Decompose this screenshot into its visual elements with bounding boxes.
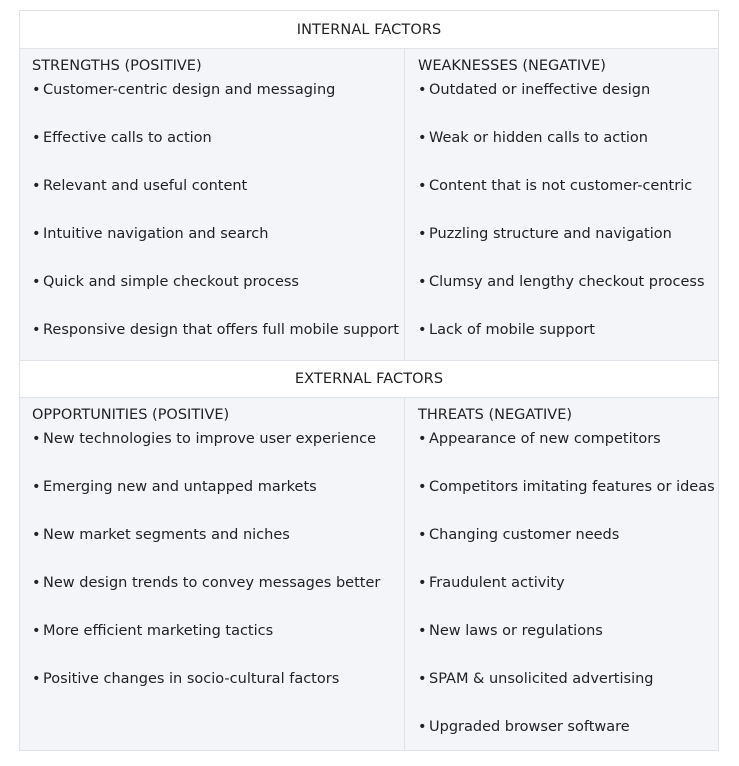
bullet-icon: • [418, 527, 427, 543]
list-item-text: Appearance of new competitors [429, 431, 661, 447]
bullet-icon: • [418, 274, 427, 290]
list-item [418, 574, 708, 622]
bullet-icon: • [32, 527, 41, 543]
bullet-icon: • [32, 479, 41, 495]
bullet-icon: • [32, 130, 41, 146]
bullet-icon: • [418, 671, 427, 687]
bullet-icon: • [418, 130, 427, 146]
list-item-text: Effective calls to action [43, 130, 212, 146]
list-item-text: SPAM & unsolicited advertising [429, 671, 654, 687]
list-item [418, 273, 708, 321]
list-item-text: Quick and simple checkout process [43, 274, 299, 290]
external-factors-title: EXTERNAL FACTORS [294, 371, 444, 387]
list-item-text: Fraudulent activity [429, 575, 565, 591]
list-item-text: Competitors imitating features or ideas [429, 479, 715, 495]
list-item-text: Customer-centric design and messaging [43, 82, 336, 98]
internal-factors-header [20, 11, 718, 49]
threats-cell [405, 398, 718, 750]
threats-title: THREATS (NEGATIVE) [418, 407, 573, 423]
bullet-icon: • [32, 82, 41, 98]
bullet-icon: • [418, 719, 427, 735]
bullet-icon: • [418, 479, 427, 495]
bullet-icon: • [32, 623, 41, 639]
list-item-text: New laws or regulations [429, 623, 603, 639]
bullet-icon: • [418, 623, 427, 639]
list-item-text: Changing customer needs [429, 527, 620, 543]
bullet-icon: • [418, 178, 427, 194]
list-item-text: Content that is not customer-centric [429, 178, 693, 194]
list-item [418, 321, 708, 369]
list-item [32, 478, 394, 526]
bullet-icon: • [32, 671, 41, 687]
bullet-icon: • [32, 178, 41, 194]
list-item [418, 225, 708, 273]
list-item-text: Relevant and useful content [43, 178, 248, 194]
opportunities-title: OPPORTUNITIES (POSITIVE) [32, 407, 230, 423]
list-item [32, 177, 394, 225]
list-item [418, 177, 708, 225]
strengths-cell [20, 49, 405, 360]
list-item-text: Lack of mobile support [429, 322, 595, 338]
list-item-text: Upgraded browser software [429, 719, 630, 735]
list-item [418, 718, 708, 766]
bullet-icon: • [418, 322, 427, 338]
list-item-text: More efficient marketing tactics [43, 623, 274, 639]
bullet-icon: • [418, 226, 427, 242]
opportunities-cell [20, 398, 405, 750]
list-item [418, 478, 715, 526]
list-item [418, 129, 708, 177]
list-item [32, 622, 394, 670]
threats-list [418, 430, 715, 766]
internal-factors-title: INTERNAL FACTORS [296, 21, 442, 38]
list-item-text: New market segments and niches [43, 527, 290, 543]
list-item [32, 574, 394, 622]
bullet-icon: • [418, 431, 427, 447]
bullet-icon: • [32, 575, 41, 591]
list-item [32, 430, 394, 478]
bullet-icon: • [32, 322, 41, 338]
list-item [418, 526, 708, 574]
list-item [32, 129, 394, 177]
list-item [418, 430, 708, 478]
list-item [32, 225, 394, 273]
swot-table [19, 10, 719, 751]
bullet-icon: • [32, 274, 41, 290]
list-item [32, 321, 399, 369]
list-item-text: Puzzling structure and navigation [429, 226, 672, 242]
list-item-text: Positive changes in socio-cultural factors [43, 671, 340, 687]
list-item-text: Emerging new and untapped markets [43, 479, 317, 495]
opportunities-list [32, 430, 394, 718]
weaknesses-list [418, 81, 708, 369]
list-item [32, 273, 394, 321]
list-item-text: Clumsy and lengthy checkout process [429, 274, 705, 290]
strengths-title: STRENGTHS (POSITIVE) [32, 58, 202, 74]
list-item-text: Responsive design that offers full mobile support [43, 322, 399, 338]
internal-factors-row [20, 49, 718, 360]
list-item [32, 670, 394, 718]
bullet-icon: • [418, 575, 427, 591]
list-item [32, 81, 394, 129]
list-item [418, 81, 708, 129]
list-item [418, 622, 708, 670]
weaknesses-title: WEAKNESSES (NEGATIVE) [418, 58, 606, 74]
bullet-icon: • [32, 431, 41, 447]
list-item [418, 670, 708, 718]
list-item [32, 526, 394, 574]
list-item-text: Intuitive navigation and search [43, 226, 269, 242]
list-item-text: New technologies to improve user experience [43, 431, 377, 447]
external-factors-row [20, 398, 718, 750]
bullet-icon: • [418, 82, 427, 98]
list-item-text: Outdated or ineffective design [429, 82, 651, 98]
bullet-icon: • [32, 226, 41, 242]
list-item-text: New design trends to convey messages better [43, 575, 381, 591]
list-item-text: Weak or hidden calls to action [429, 130, 648, 146]
strengths-list [32, 81, 399, 369]
weaknesses-cell [405, 49, 718, 360]
